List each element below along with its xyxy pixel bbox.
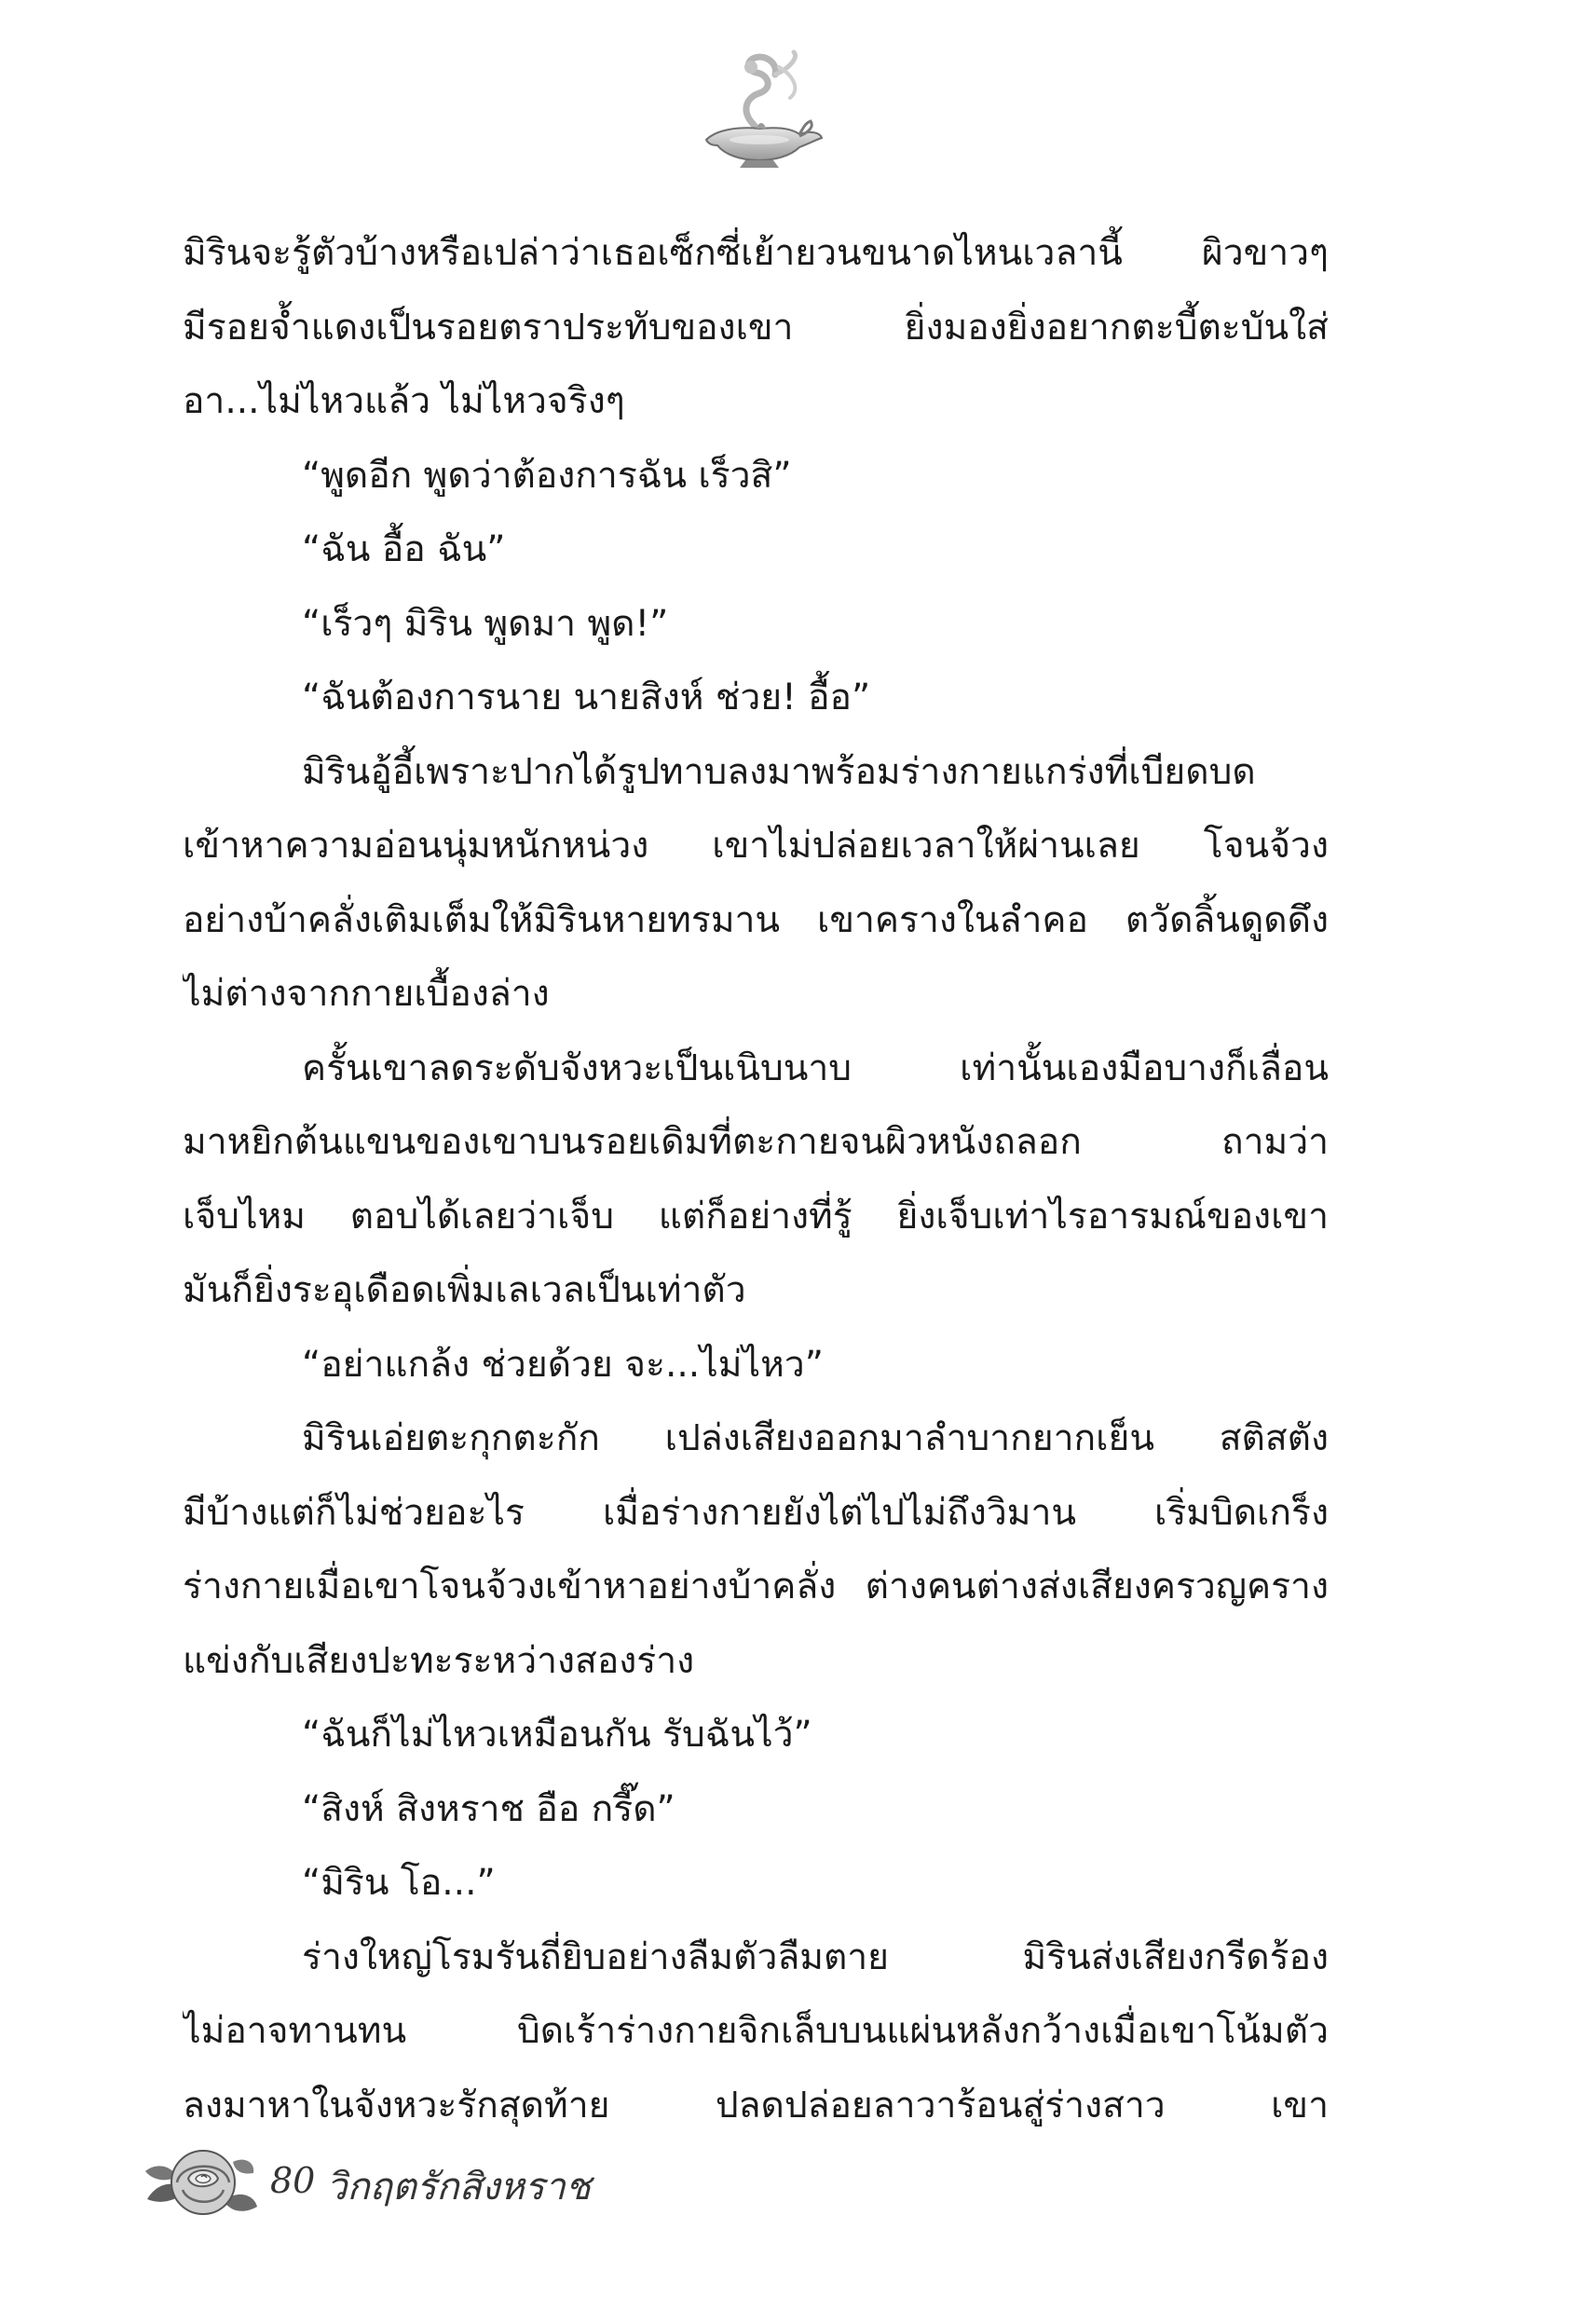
page-footer xyxy=(140,2134,792,2236)
text-line: อย่างบ้าคลั่งเติมเต็มให้มิรินหายทรมาน เขาครางในลำคอ ตวัดลิ้นดูดดึง xyxy=(183,898,1329,941)
text-line: “มิริน โอ...” xyxy=(302,1862,496,1904)
text-line: มีบ้างแต่ก็ไม่ช่วยอะไร เมื่อร่างกายยังไต่ไปไม่ถึงวิมาน เริ่มบิดเกร็ง xyxy=(183,1491,1329,1534)
text-line: มีรอยจ้ำแดงเป็นรอยตราประทับของเขา ยิ่งมองยิ่งอยากตะบี้ตะบันใส่ xyxy=(183,306,1329,349)
text-line: ร่างกายเมื่อเขาโจนจ้วงเข้าหาอย่างบ้าคลั่ง ต่างคนต่างส่งเสียงครวญคราง xyxy=(183,1566,1329,1607)
text-line: มันก็ยิ่งระอุเดือดเพิ่มเลเวลเป็นเท่าตัว xyxy=(183,1269,746,1311)
text-line: เข้าหาความอ่อนนุ่มหนักหน่วง เขาไม่ปล่อยเวลาให้ผ่านเลย โจนจ้วง xyxy=(183,825,1329,867)
text-line: “ฉันก็ไม่ไหวเหมือนกัน รับฉันไว้” xyxy=(302,1714,812,1756)
text-line: ร่างใหญ่โรมรันถี่ยิบอย่างลืมตัวลืมตาย มิรินส่งเสียงกรีดร้อง xyxy=(302,1935,1329,1978)
text-line: มิรินเอ่ยตะกุกตะกัก เปล่งเสียงออกมาลำบากยากเย็น สติสตัง xyxy=(302,1417,1329,1459)
book-title: วิกฤตรักสิงหราช xyxy=(326,2166,591,2208)
text-line: “สิงห์ สิงหราช อือ กรี๊ด” xyxy=(302,1787,675,1830)
text-line: “ฉันต้องการนาย นายสิงห์ ช่วย! อื้อ” xyxy=(302,677,871,718)
body-text xyxy=(183,216,1329,2142)
text-line: ครั้นเขาลดระดับจังหวะเป็นเนิบนาบ เท่านั้นเองมือบางก็เลื่อน xyxy=(302,1046,1329,1089)
genie-lamp-icon xyxy=(689,47,829,172)
text-line: “ฉัน อื้อ ฉัน” xyxy=(302,528,506,570)
text-line: “พูดอีก พูดว่าต้องการฉัน เร็วสิ” xyxy=(302,454,792,497)
text-line: ไม่อาจทานทน บิดเร้าร่างกายจิกเล็บบนแผ่นหลังกว้างเมื่อเขาโน้มตัว xyxy=(183,2010,1329,2052)
text-line: แข่งกับเสียงปะทะระหว่างสองร่าง xyxy=(183,1639,695,1682)
text-line: ไม่ต่างจากกายเบื้องล่าง xyxy=(183,973,550,1015)
page-number: 80 xyxy=(270,2160,316,2201)
text-line: มาหยิกต้นแขนของเขาบนรอยเดิมที่ตะกายจนผิวหนังถลอก ถามว่า xyxy=(183,1121,1329,1163)
text-line: “อย่าแกล้ง ช่วยด้วย จะ...ไม่ไหว” xyxy=(302,1343,824,1386)
text-line: มิรินจะรู้ตัวบ้างหรือเปล่าว่าเธอเซ็กซี่เย้ายวนขนาดไหนเวลานี้ ผิวขาวๆ xyxy=(183,232,1329,274)
text-line: เจ็บไหม ตอบได้เลยว่าเจ็บ แต่ก็อย่างที่รู้ ยิ่งเจ็บเท่าไรอารมณ์ของเขา xyxy=(183,1195,1329,1238)
rose-icon xyxy=(140,2134,261,2227)
text-line: อา...ไม่ไหวแล้ว ไม่ไหวจริงๆ xyxy=(183,380,625,422)
text-line: มิรินอู้อี้เพราะปากได้รูปทาบลงมาพร้อมร่างกายแกร่งที่เบียดบด xyxy=(302,750,1256,793)
text-line: ลงมาหาในจังหวะรักสุดท้าย ปลดปล่อยลาวาร้อนสู่ร่างสาว เขา xyxy=(183,2084,1329,2126)
text-line: “เร็วๆ มิริน พูดมา พูด!” xyxy=(302,602,669,645)
